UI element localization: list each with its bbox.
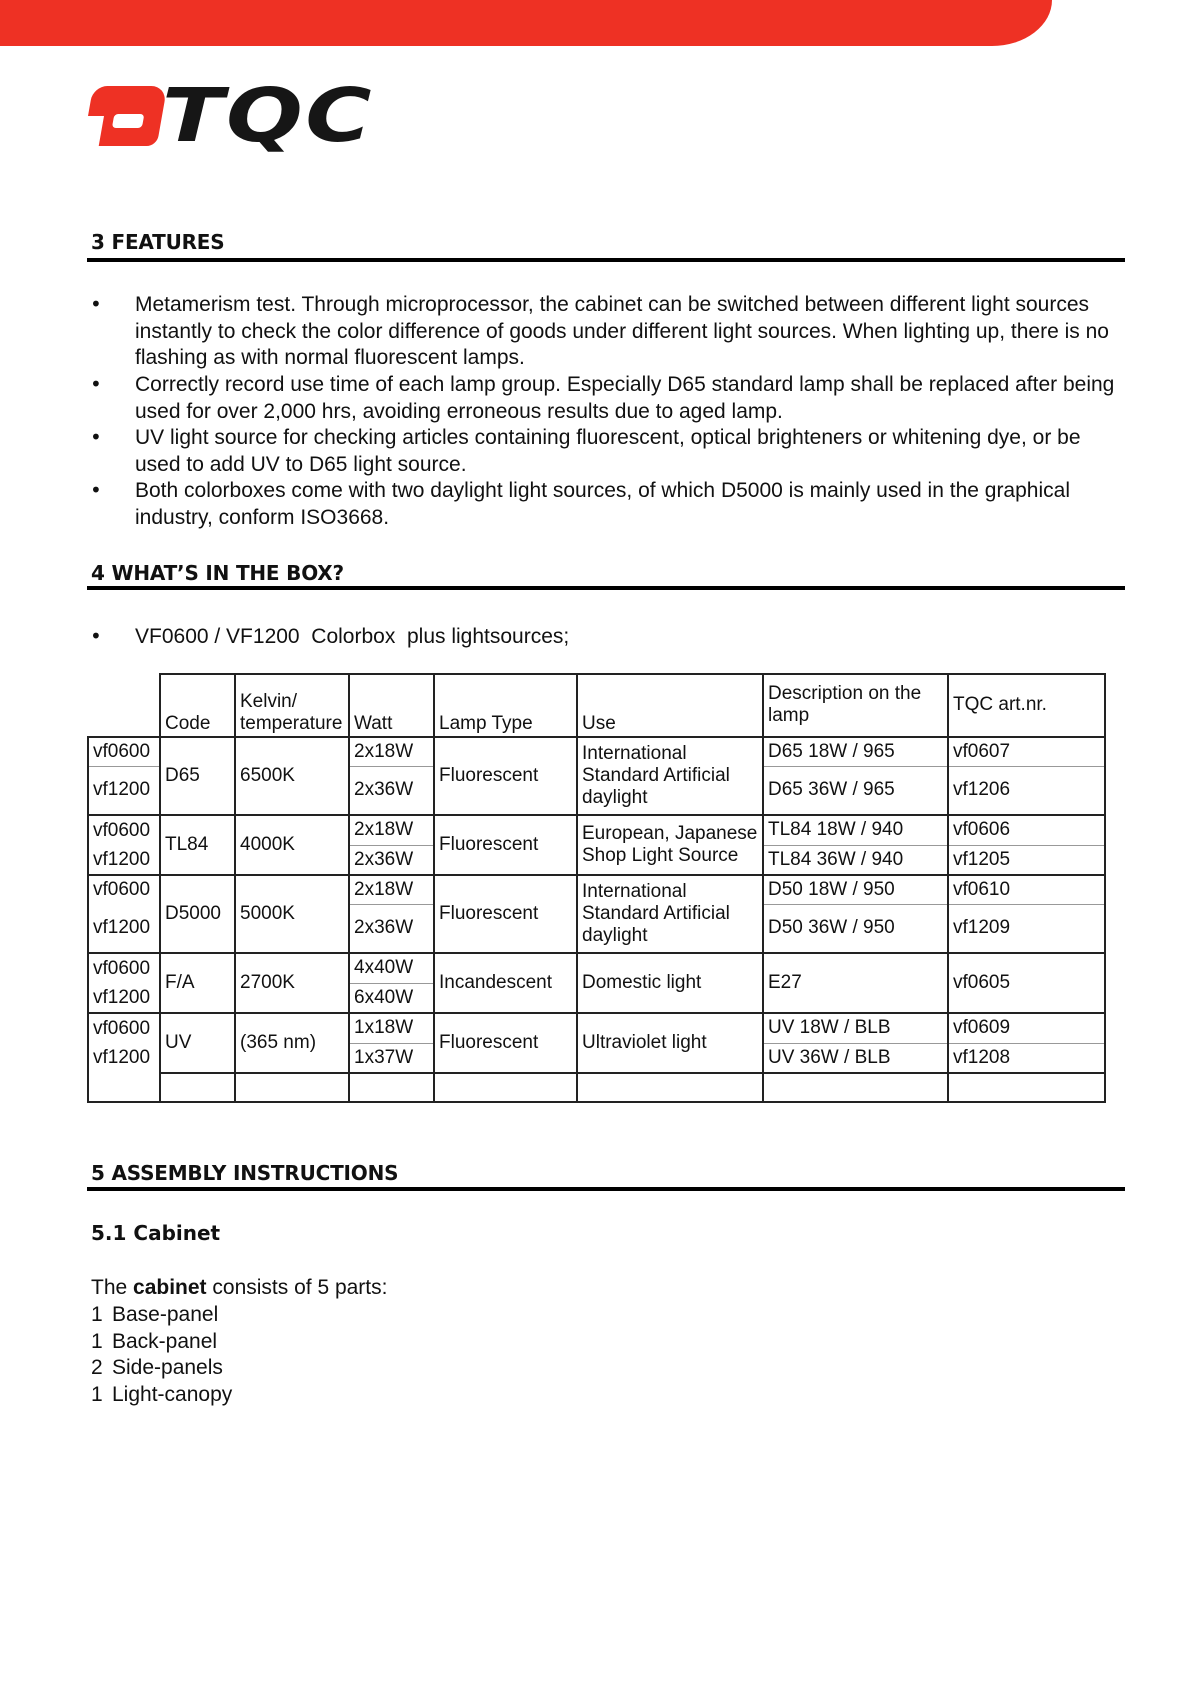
kelvin-cell: 4000K (235, 815, 349, 875)
section-title-assembly: 5 ASSEMBLY INSTRUCTIONS (91, 1161, 399, 1185)
header-code: Code (160, 674, 235, 737)
bullet-text: VF0600 / VF1200 Colorbox plus lightsources; (135, 625, 570, 648)
section-rule (87, 586, 1125, 590)
section-title-box: 4 WHAT’S IN THE BOX? (91, 561, 344, 585)
logo-text: TQC (162, 73, 374, 159)
model-cell: vf1200 (88, 845, 160, 875)
art-nr-cell: vf0609 (948, 1013, 1105, 1043)
code-cell: UV (160, 1013, 235, 1073)
table-row (88, 1013, 1105, 1043)
art-nr-cell: vf0606 (948, 815, 1105, 845)
model-cell: vf0600 (88, 953, 160, 983)
model-cell: vf0600 (88, 875, 160, 904)
model-cell: vf1200 (88, 766, 160, 815)
header-lamp-type: Lamp Type (434, 674, 577, 737)
intro-prefix: The (91, 1276, 134, 1299)
table-row (88, 815, 1105, 845)
watt-cell: 2x18W (349, 875, 434, 904)
header-use: Use (577, 674, 763, 737)
lightsource-table (87, 673, 1106, 1103)
intro-suffix: consists of 5 parts: (206, 1276, 388, 1299)
kelvin-cell: 6500K (235, 737, 349, 815)
watt-cell: 1x18W (349, 1013, 434, 1043)
art-nr-cell: vf1209 (948, 904, 1105, 953)
art-nr-cell: vf1205 (948, 845, 1105, 875)
bullet-icon: • (90, 624, 102, 648)
table-row (88, 953, 1105, 983)
header-watt: Watt (349, 674, 434, 737)
empty-cell (434, 1073, 577, 1102)
watt-cell: 4x40W (349, 953, 434, 983)
model-cell: vf0600 (88, 1013, 160, 1043)
section-title-features: 3 FEATURES (91, 230, 225, 254)
watt-cell: 2x18W (349, 815, 434, 845)
art-nr-cell: vf0610 (948, 875, 1105, 904)
part-name: Side-panels (112, 1356, 223, 1380)
logo-mark-icon (83, 86, 168, 146)
code-cell: D5000 (160, 875, 235, 953)
watt-cell: 2x18W (349, 737, 434, 766)
model-cell: vf1200 (88, 983, 160, 1013)
description-cell: D65 36W / 965 (763, 766, 948, 815)
section-rule (87, 258, 1125, 262)
empty-cell (160, 1073, 235, 1102)
use-cell: Ultraviolet light (577, 1013, 763, 1073)
art-nr-cell: vf0605 (948, 953, 1105, 1013)
art-nr-cell: vf0607 (948, 737, 1105, 766)
watt-cell: 1x37W (349, 1043, 434, 1073)
model-cell: vf1200 (88, 904, 160, 953)
bullet-text: Correctly record use time of each lamp group. Especially D65 standard lamp shall be replaced after being used for over 2,000 hrs, avoiding erroneous results due to aged lamp. (135, 373, 1115, 423)
kelvin-cell: (365 nm) (235, 1013, 349, 1073)
part-name: Base-panel (112, 1303, 219, 1326)
bullet-text: Both colorboxes come with two daylight light sources, of which D5000 is mainly used in the graphical industry, conform ISO3668. (135, 479, 1070, 529)
use-cell: International Standard Artificial daylight (577, 875, 763, 953)
header-description: Description on the lamp (763, 674, 948, 737)
bullet-text: UV light source for checking articles containing fluorescent, optical brighteners or whitening dye, or be used to add UV to D65 light source. (135, 426, 1081, 476)
description-cell: UV 36W / BLB (763, 1043, 948, 1073)
kelvin-cell: 5000K (235, 875, 349, 953)
part-name: Light-canopy (112, 1383, 233, 1407)
table-row (88, 737, 1105, 766)
table-header-row (88, 674, 1105, 737)
table-row (88, 875, 1105, 904)
header-kelvin: Kelvin/ temperature (235, 674, 349, 737)
art-nr-cell: vf1208 (948, 1043, 1105, 1073)
model-cell: vf0600 (88, 815, 160, 845)
description-cell: UV 18W / BLB (763, 1013, 948, 1043)
watt-cell: 2x36W (349, 845, 434, 875)
lamp-type-cell: Fluorescent (434, 875, 577, 953)
bullet-icon: • (90, 372, 102, 396)
kelvin-cell: 2700K (235, 953, 349, 1013)
use-cell: International Standard Artificial daylight (577, 737, 763, 815)
empty-cell (235, 1073, 349, 1102)
bullet-icon: • (90, 478, 102, 502)
lamp-type-cell: Fluorescent (434, 737, 577, 815)
empty-cell (948, 1073, 1105, 1102)
list-item (91, 1302, 232, 1329)
tqc-logo (86, 73, 374, 159)
model-cell: vf0600 (88, 737, 160, 766)
part-qty: 1 (91, 1383, 103, 1407)
part-qty: 2 (91, 1356, 103, 1380)
list-item (91, 1355, 232, 1382)
watt-cell: 6x40W (349, 983, 434, 1013)
table-row-empty (88, 1073, 1105, 1102)
bullet-icon: • (90, 425, 102, 449)
code-cell: TL84 (160, 815, 235, 875)
part-name: Back-panel (112, 1329, 218, 1353)
code-cell: D65 (160, 737, 235, 815)
description-cell: TL84 18W / 940 (763, 815, 948, 845)
description-cell: D65 18W / 965 (763, 737, 948, 766)
description-cell: D50 36W / 950 (763, 904, 948, 953)
header-banner (0, 0, 1052, 46)
description-cell: D50 18W / 950 (763, 875, 948, 904)
art-nr-cell: vf1206 (948, 766, 1105, 815)
lamp-type-cell: Incandescent (434, 953, 577, 1013)
use-cell: European, Japanese Shop Light Source (577, 815, 763, 875)
description-cell: TL84 36W / 940 (763, 845, 948, 875)
header-cell-blank (88, 674, 160, 737)
header-art-nr: TQC art.nr. (948, 674, 1105, 737)
use-cell: Domestic light (577, 953, 763, 1013)
lamp-type-cell: Fluorescent (434, 1013, 577, 1073)
intro-bold: cabinet (133, 1276, 207, 1299)
list-item (91, 1382, 232, 1409)
bullet-text: Metamerism test. Through microprocessor, the cabinet can be switched between different light sources instantly to check the color difference of goods under different light sources. When lighting up, there is no flashing as with normal fluorescent lamps. (135, 293, 1109, 370)
cabinet-intro (91, 1275, 387, 1302)
empty-cell (577, 1073, 763, 1102)
bullet-icon: • (90, 292, 102, 316)
watt-cell: 2x36W (349, 766, 434, 815)
list-item (91, 1329, 232, 1356)
empty-cell (763, 1073, 948, 1102)
model-cell: vf1200 (88, 1043, 160, 1073)
section-rule (87, 1187, 1125, 1191)
part-qty: 1 (91, 1303, 103, 1326)
part-qty: 1 (91, 1329, 103, 1353)
watt-cell: 2x36W (349, 904, 434, 953)
code-cell: F/A (160, 953, 235, 1013)
lamp-type-cell: Fluorescent (434, 815, 577, 875)
empty-cell (88, 1073, 160, 1102)
empty-cell (349, 1073, 434, 1102)
subsection-title-cabinet: 5.1 Cabinet (91, 1221, 221, 1245)
cabinet-parts-list (91, 1302, 232, 1409)
description-cell: E27 (763, 953, 948, 1013)
